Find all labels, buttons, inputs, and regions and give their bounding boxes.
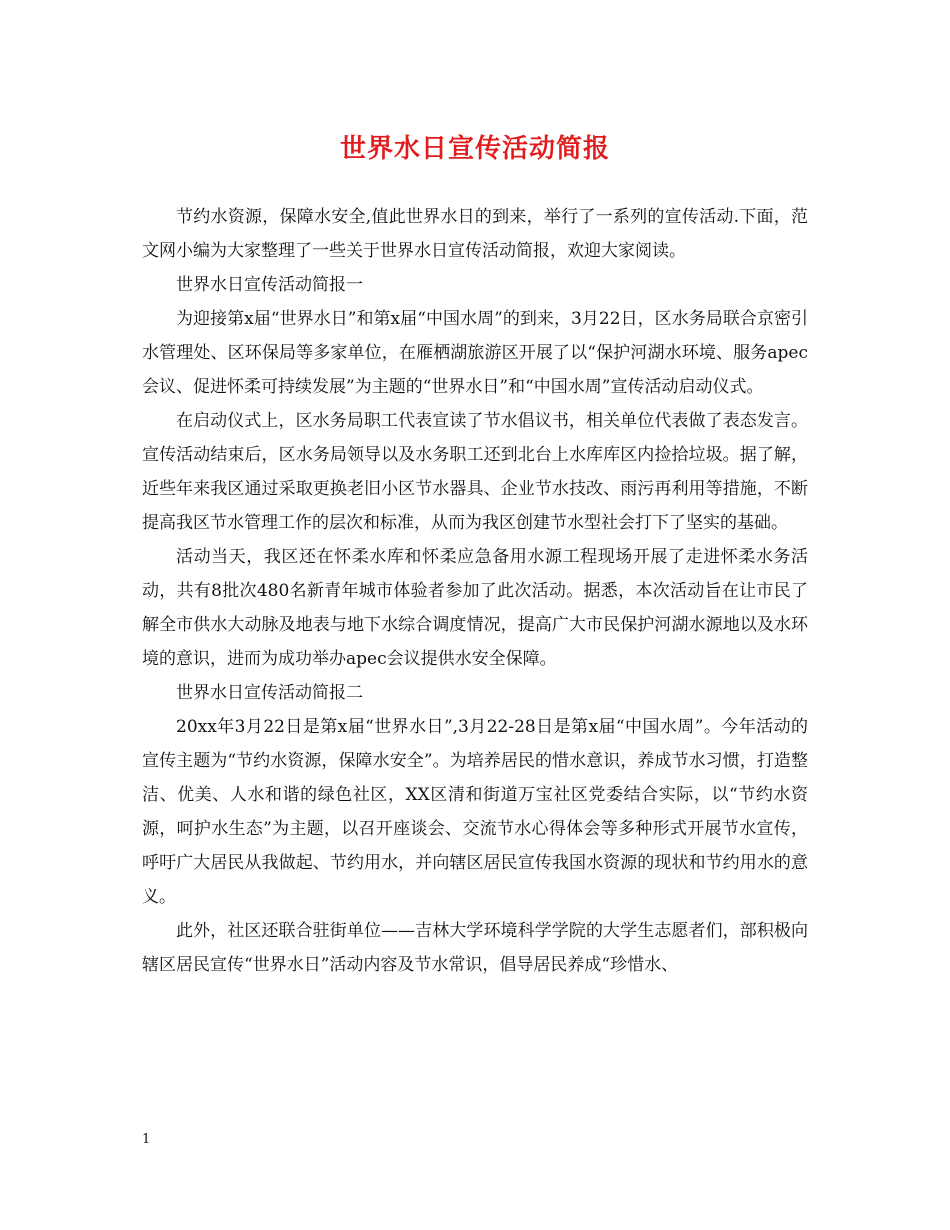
- page-number: 1: [142, 1132, 151, 1147]
- section-heading-two: 世界水日宣传活动简报二: [176, 683, 363, 703]
- body-paragraph: 20xx年3月22日是第x届“世界水日”,3月22-28日是第x届“中国水周”。今年活动的宣传主题为“节约水资源，保障水安全”。为培养居民的惜水意识，养成节水习惯，打造整洁、优美、人水和谐的绿色社区，XX区清和街道万宝社区党委结合实际，以“节约水资源，呵护水生态”为主题，以召开座谈会、交流节水心得体会等多种形式开展节水宣传，呼吁广大居民从我做起、节约用水，并向辖区居民宣传我国水资源的现状和节约用水的意义。: [142, 717, 808, 907]
- body-paragraph: 此外，社区还联合驻街单位——吉林大学环境科学学院的大学生志愿者们，部积极向辖区居民宣传“世界水日”活动内容及节水常识，倡导居民养成“珍惜水、: [142, 921, 808, 975]
- body-paragraph: 为迎接第x届“世界水日”和第x届“中国水周”的到来，3月22日，区水务局联合京密引水管理处、区环保局等多家单位，在雁栖湖旅游区开展了以“保护河湖水环境、服务apec会议、促进怀柔可持续发展”为主题的“世界水日”和“中国水周”宣传活动启动仪式。: [142, 309, 808, 397]
- body-paragraph: 活动当天，我区还在怀柔水库和怀柔应急备用水源工程现场开展了走进怀柔水务活动，共有8批次480名新青年城市体验者参加了此次活动。据悉，本次活动旨在让市民了解全市供水大动脉及地表与地下水综合调度情况，提高广大市民保护河湖水源地以及水环境的意识，进而为成功举办apec会议提供水安全保障。: [142, 547, 808, 669]
- document-body: [142, 200, 808, 982]
- intro-paragraph: 节约水资源，保障水安全,值此世界水日的到来，举行了一系列的宣传活动.下面，范文网小编为大家整理了一些关于世界水日宣传活动简报，欢迎大家阅读。: [142, 207, 808, 261]
- body-paragraph: 在启动仪式上，区水务局职工代表宣读了节水倡议书，相关单位代表做了表态发言。宣传活动结束后，区水务局领导以及水务职工还到北台上水库库区内捡拾垃圾。据了解，近些年来我区通过采取更换老旧小区节水器具、企业节水技改、雨污再利用等措施，不断提高我区节水管理工作的层次和标准，从而为我区创建节水型社会打下了坚实的基础。: [142, 411, 808, 533]
- document-title: 世界水日宣传活动简报: [339, 134, 610, 164]
- section-heading-one: 世界水日宣传活动简报一: [176, 275, 363, 295]
